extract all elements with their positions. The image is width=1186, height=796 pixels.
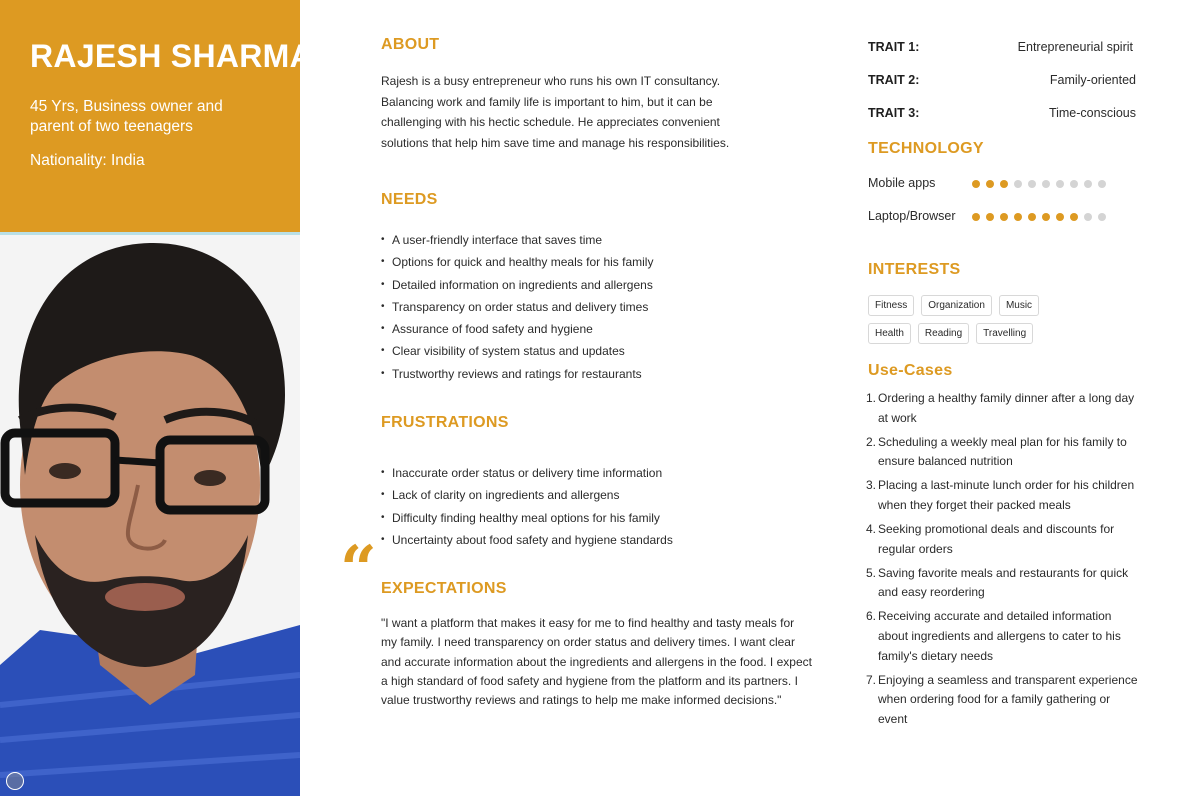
skill-dot-filled	[986, 213, 994, 221]
trait-label: TRAIT 2:	[868, 73, 920, 87]
list-number: 6.	[866, 609, 877, 624]
skill-dot-filled	[1000, 213, 1008, 221]
interest-tag: Reading	[918, 323, 969, 344]
list-item: • Inaccurate order status or delivery time information	[381, 462, 673, 484]
list-item: • Clear visibility of system status and updates	[381, 340, 653, 362]
skill-dot-filled	[972, 180, 980, 188]
skill-dot-filled	[986, 180, 994, 188]
interest-tags	[868, 295, 1138, 351]
portrait-illustration	[0, 235, 300, 796]
list-item: • A user-friendly interface that saves time	[381, 229, 653, 251]
interest-tag: Travelling	[976, 323, 1033, 344]
frustrations-title: FRUSTRATIONS	[381, 414, 509, 431]
expectations-title: EXPECTATIONS	[381, 580, 507, 597]
skill-dot-empty	[1028, 180, 1036, 188]
list-item	[868, 520, 1140, 559]
list-text: Placing a last-minute lunch order for his children when they forget their packed meals	[878, 478, 1135, 512]
skill-dot-empty	[1084, 213, 1092, 221]
persona-photo	[0, 235, 300, 796]
skill-dot-empty	[1014, 180, 1022, 188]
trait-value: Entrepreneurial spirit	[1017, 40, 1133, 54]
list-item: • Options for quick and healthy meals for his family	[381, 251, 653, 273]
list-item: • Assurance of food safety and hygiene	[381, 318, 653, 340]
list-text: Enjoying a seamless and transparent experience when ordering food for a family gathering or event	[878, 672, 1138, 726]
expectations-quote: "I want a platform that makes it easy for me to find healthy and tasty meals for my family. I need transparency on order status and delivery times. I want clear and accurate information about the ingredients and allergens in the food. I expect a high standard of food safety and hygiene from the platform and its partners. I value trustworthy reviews and ratings to help me make informed decisions."	[381, 616, 812, 708]
zoom-icon[interactable]	[6, 772, 24, 790]
trait-value: Time-conscious	[1048, 106, 1136, 120]
list-number: 2.	[866, 434, 877, 449]
interest-tag: Health	[868, 323, 911, 344]
interests-title: INTERESTS	[868, 261, 961, 278]
list-text: Receiving accurate and detailed information about ingredients and allergens to cater to his family's dietary needs	[878, 609, 1121, 663]
skill-dot-empty	[1042, 180, 1050, 188]
list-item	[868, 433, 1140, 472]
list-number: 1.	[866, 391, 877, 405]
list-text: Ordering a healthy family dinner after a long day at work	[878, 391, 1135, 425]
interest-tag: Music	[999, 295, 1039, 316]
skill-dot-filled	[1028, 213, 1036, 221]
skill-dot-filled	[1070, 213, 1078, 221]
persona-subtitle: 45 Yrs, Business owner and parent of two teenagers	[30, 98, 223, 135]
trait-row	[868, 40, 1136, 58]
list-number: 5.	[866, 565, 877, 580]
frustrations-list	[381, 462, 673, 551]
skill-dot-filled	[1042, 213, 1050, 221]
skill-dot-empty	[1056, 180, 1064, 188]
list-item: • Trustworthy reviews and ratings for restaurants	[381, 363, 653, 385]
trait-row	[868, 106, 1136, 124]
skill-dots	[972, 213, 1106, 221]
tech-label: Mobile apps	[868, 176, 936, 190]
list-item: • Transparency on order status and delivery times	[381, 296, 653, 318]
list-text: Scheduling a weekly meal plan for his family to ensure balanced nutrition	[878, 434, 1127, 469]
skill-dot-filled	[1056, 213, 1064, 221]
list-number: 7.	[866, 672, 877, 687]
skill-dot-empty	[1084, 180, 1092, 188]
list-item	[868, 671, 1140, 730]
about-title: ABOUT	[381, 36, 440, 53]
list-item: • Uncertainty about food safety and hygiene standards	[381, 529, 673, 551]
persona-panel	[0, 0, 314, 796]
list-item: • Difficulty finding healthy meal options for his family	[381, 507, 673, 529]
trait-label: TRAIT 3:	[868, 106, 920, 120]
needs-title: NEEDS	[381, 191, 438, 208]
skill-dot-empty	[1098, 213, 1106, 221]
skill-dot-empty	[1098, 180, 1106, 188]
trait-value: Family-oriented	[1049, 73, 1136, 87]
list-item	[868, 607, 1140, 666]
skill-dots	[972, 180, 1106, 188]
skill-dot-filled	[972, 213, 980, 221]
interest-tag: Fitness	[868, 295, 914, 316]
persona-name: RAJESH SHARMA	[30, 38, 314, 74]
use-cases-title: Use-Cases	[868, 362, 953, 379]
use-cases-list	[868, 389, 1140, 734]
skill-dot-empty	[1070, 180, 1078, 188]
tech-row-laptop	[868, 209, 956, 227]
trait-row	[868, 73, 1136, 91]
list-text: Seeking promotional deals and discounts for regular orders	[878, 522, 1115, 556]
needs-list	[381, 229, 653, 385]
list-text: Saving favorite meals and restaurants for quick and easy reordering	[878, 565, 1129, 600]
about-text: Rajesh is a busy entrepreneur who runs his own IT consultancy. Balancing work and family life is important to him, but it can be challenging with his hectic schedule. He appreciates convenient solutions that help him save time and manage his responsibilities.	[381, 74, 730, 151]
skill-dot-filled	[1000, 180, 1008, 188]
interest-tag: Organization	[921, 295, 992, 316]
persona-header	[0, 0, 314, 232]
list-number: 4.	[866, 522, 877, 537]
list-item	[868, 564, 1140, 603]
list-item: • Lack of clarity on ingredients and allergens	[381, 484, 673, 506]
quote-icon: “	[340, 532, 377, 607]
skill-dot-filled	[1014, 213, 1022, 221]
list-item: • Detailed information on ingredients and allergens	[381, 274, 653, 296]
trait-label: TRAIT 1:	[868, 40, 920, 54]
list-number: 3.	[866, 478, 877, 493]
persona-nationality: Nationality: India	[30, 152, 145, 169]
list-item	[868, 389, 1140, 428]
list-item	[868, 476, 1140, 515]
tech-label: Laptop/Browser	[868, 209, 956, 223]
tech-row-mobile	[868, 176, 935, 194]
technology-title: TECHNOLOGY	[868, 140, 984, 157]
